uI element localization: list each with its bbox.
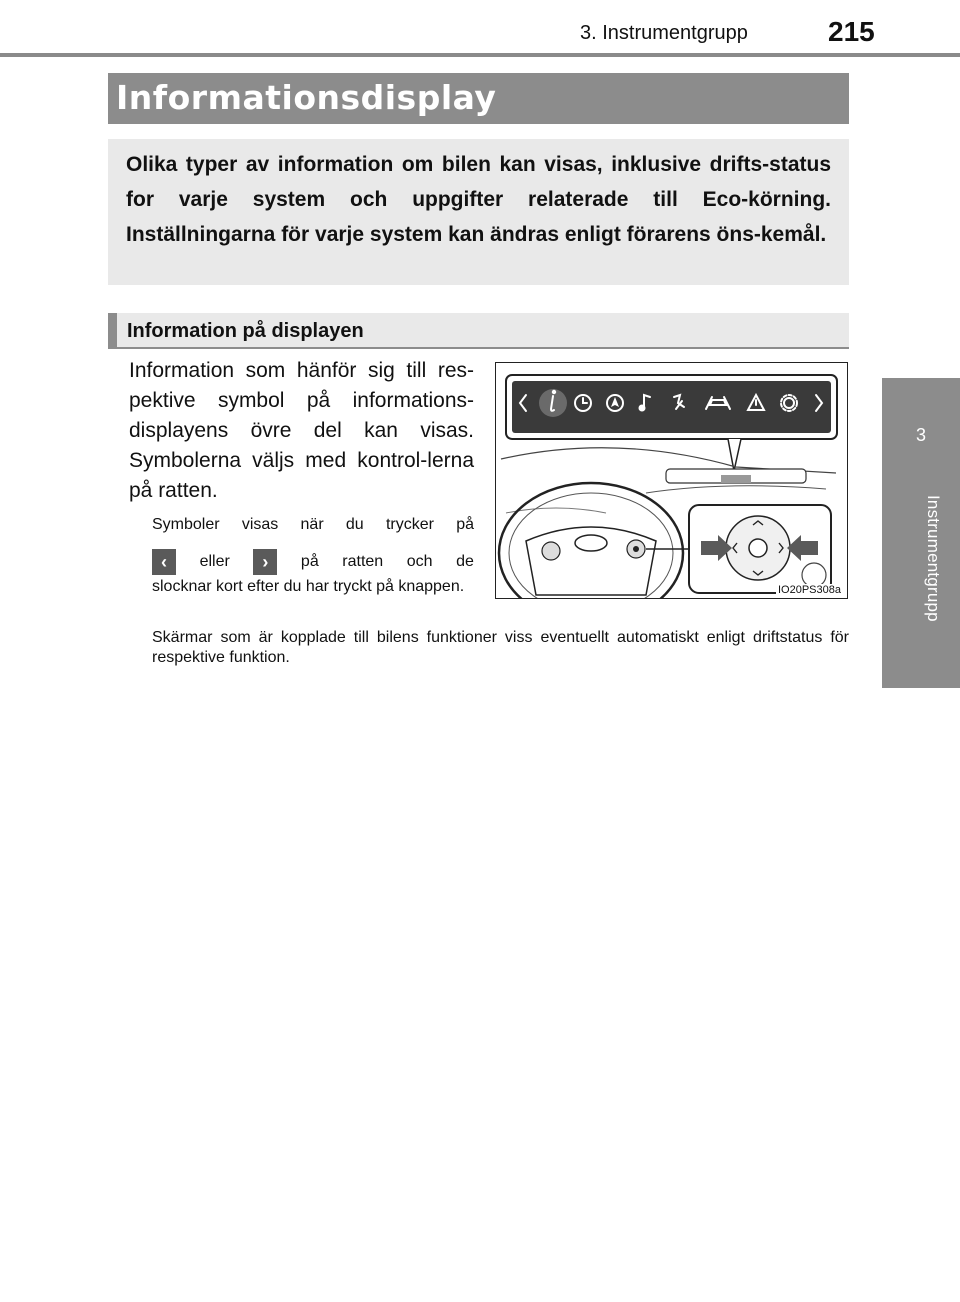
chapter-tab-number: 3 bbox=[915, 425, 926, 445]
dashboard-illustration bbox=[495, 362, 848, 599]
subheading-accent bbox=[108, 313, 117, 349]
note-rest: slocknar kort efter du har tryckt på knappen. bbox=[152, 578, 465, 595]
note-word: när bbox=[300, 516, 324, 533]
note-word: eller bbox=[199, 553, 230, 570]
note-automatic: Skärmar som är kopplade till bilens funktioner viss eventuellt automatiskt enligt driftstatus för respektive funktion. bbox=[152, 629, 849, 666]
info-dot bbox=[553, 391, 555, 393]
chapter-tab-label: Instrumentgrupp bbox=[924, 495, 943, 622]
subheading-rule bbox=[108, 347, 849, 349]
note-word: och bbox=[406, 553, 433, 570]
intro-text: Olika typer av information om bilen kan visas, inklusive drifts-status for varje system och uppgifter relaterade till Eco-körning. Inställningarna för varje system kan ändras enligt förarens öns-kemål. bbox=[126, 153, 831, 246]
chevron-right-icon: › bbox=[253, 549, 277, 575]
note-word: visas bbox=[241, 516, 279, 533]
note-line bbox=[152, 546, 474, 578]
intro-box bbox=[108, 139, 849, 285]
header-rule bbox=[0, 53, 960, 57]
subheading: Information på displayen bbox=[127, 320, 364, 342]
note-word: de bbox=[456, 553, 474, 570]
note-word: trycker bbox=[385, 516, 434, 533]
dash-contour bbox=[646, 486, 826, 493]
steering-hub bbox=[526, 527, 656, 595]
note-line bbox=[152, 514, 474, 546]
chevron-left-icon: ‹ bbox=[152, 549, 176, 575]
note-word: Symboler bbox=[152, 516, 220, 533]
illustration-code: IO20PS308a bbox=[778, 584, 841, 596]
note-buttons bbox=[152, 514, 474, 596]
display-spot bbox=[721, 475, 751, 483]
note-word: på bbox=[456, 516, 474, 533]
left-switch bbox=[542, 542, 560, 560]
music-note-head bbox=[640, 406, 645, 411]
page-number: 215 bbox=[828, 16, 875, 47]
page-title: Informationsdisplay bbox=[116, 78, 497, 117]
control-center bbox=[749, 539, 767, 557]
body-paragraph: Information som hänför sig till res-pektive symbol på informations-displayens övre del kan visas. Symbolerna väljs med kontrol-lerna på ratten. bbox=[129, 359, 474, 502]
note-word: ratten bbox=[342, 553, 384, 570]
note-word: du bbox=[345, 516, 364, 533]
dashboard-drawing bbox=[496, 363, 848, 599]
note-word: på bbox=[300, 553, 319, 570]
section-name: 3. Instrumentgrupp bbox=[580, 22, 748, 44]
